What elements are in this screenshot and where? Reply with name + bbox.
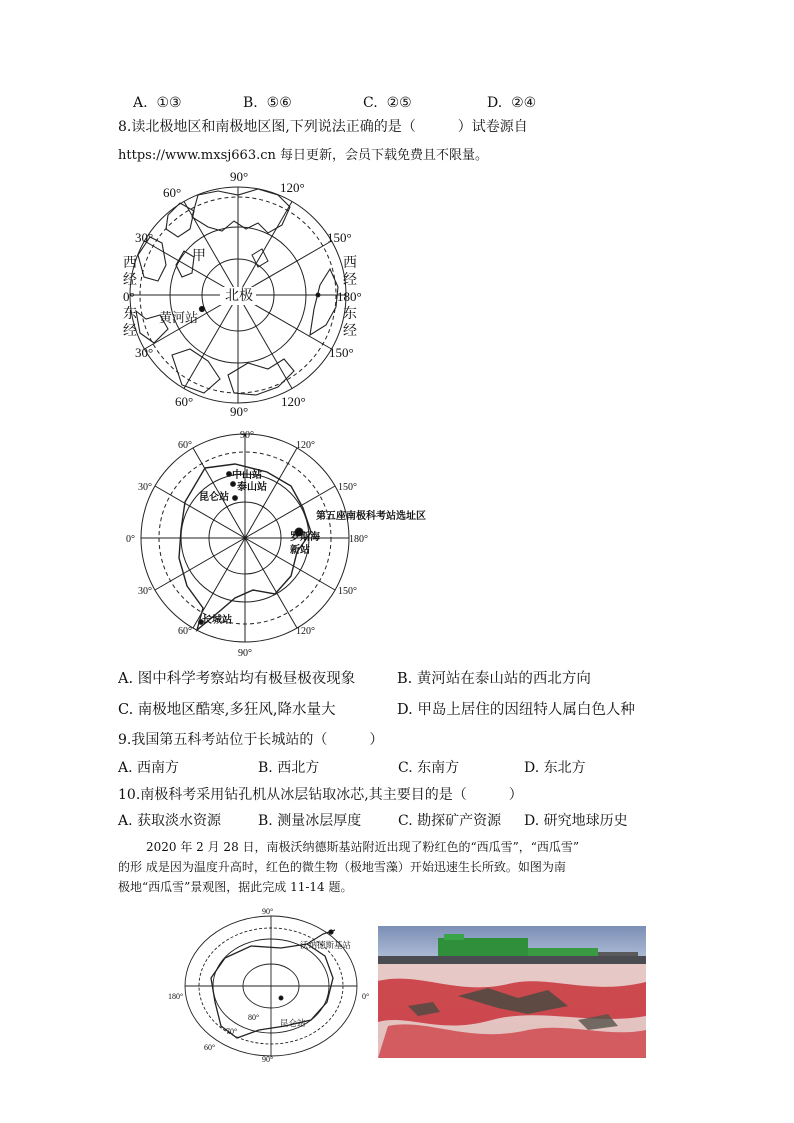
q9-option-b: B. 西北方 <box>258 760 320 776</box>
passage-line-1: 2020 年 2 月 28 日，南极沃纳德斯基站附近出现了粉红色的“西瓜雪”，“西瓜雪” <box>146 840 580 854</box>
ant-lon-left: 0° <box>126 534 135 545</box>
q8-stem: 8.读北极地区和南极地区图,下列说法正确的是（ ）试卷源自 <box>118 119 528 135</box>
arctic-west-left-2: 经 <box>123 273 137 288</box>
taishan-label: 泰山站 <box>237 482 267 493</box>
q9-option-c: C. 东南方 <box>398 760 460 776</box>
arctic-east-right-2: 经 <box>343 324 357 339</box>
changcheng-label: 长城站 <box>202 615 232 626</box>
passage-line-2: 的形 成是因为温度升高时，红色的微生物（极地雪藻）开始迅速生长所致。如图为南 <box>118 860 566 874</box>
arctic-west-left-1: 西 <box>123 256 137 271</box>
arctic-lon-ul: 30° <box>135 230 154 245</box>
arctic-lon-lr: 150° <box>329 345 354 360</box>
arctic-west-right-2: 经 <box>343 273 357 288</box>
map3-lon-right: 0° <box>362 992 370 1001</box>
map3-lon-bottom: 90° <box>262 1055 274 1064</box>
q7-option-b: B. ⑤⑥ <box>243 95 292 111</box>
zhongshan-label: 中山站 <box>232 470 262 481</box>
ant-lon-lr: 150° <box>338 586 357 597</box>
ant-lon-ll: 30° <box>138 586 152 597</box>
source-line: https://www.mxsj663.cn 每日更新，会员下载免费且不限量。 <box>118 148 489 163</box>
q9-option-a: A. 西南方 <box>118 760 180 776</box>
arctic-east-left-2: 经 <box>123 324 137 339</box>
fifth-station-site-label: 第五座南极科考站选址区 <box>316 511 426 522</box>
new-station-label: 新站 <box>290 545 310 556</box>
q9-option-d: D. 东北方 <box>524 760 586 776</box>
q8-option-c: C. 南极地区酷寒,多狂风,降水量大 <box>118 702 336 718</box>
island-jia-label: 甲 <box>192 249 206 264</box>
q10-option-d: D. 研究地球历史 <box>524 813 628 829</box>
arctic-lon-180: 180° <box>337 289 362 304</box>
ant-lon-tl: 60° <box>178 440 192 451</box>
q10-stem: 10.南极科考采用钻孔机从冰层钻取冰芯,其主要目的是（ ） <box>118 787 523 803</box>
map3-lat-60: 60° <box>204 1043 216 1052</box>
arctic-lon-0: 0° <box>123 289 135 304</box>
ant-lon-right: 180° <box>349 534 368 545</box>
ant-lon-ur: 150° <box>338 482 357 493</box>
antarctic-map-small <box>168 904 378 1064</box>
passage-line-3: 极地“西瓜雪”景观图，据此完成 11-14 题。 <box>118 880 353 894</box>
q7-option-d: D. ②④ <box>487 95 537 111</box>
map3-lon-left: 180° <box>168 992 184 1001</box>
q7-option-c: C. ②⑤ <box>363 95 412 111</box>
arctic-east-left-1: 东 <box>123 307 137 322</box>
arctic-lon-br: 120° <box>281 394 306 409</box>
map3-lat-80: 80° <box>248 1013 260 1022</box>
arctic-lon-tl: 60° <box>163 185 182 200</box>
ant-lon-bl: 60° <box>178 626 192 637</box>
ant-lon-ul: 30° <box>138 482 152 493</box>
q10-option-c: C. 勘探矿产资源 <box>398 813 502 829</box>
ant-lon-br: 120° <box>296 626 315 637</box>
q10-option-a: A. 获取淡水资源 <box>118 813 222 829</box>
q10-option-b: B. 测量冰层厚度 <box>258 813 362 829</box>
arctic-map <box>115 168 375 418</box>
map3-lat-70: 70° <box>226 1027 238 1036</box>
huanghe-station-label: 黄河站 <box>159 310 199 325</box>
arctic-lon-bl: 60° <box>175 394 194 409</box>
map3-lon-top: 90° <box>262 907 274 916</box>
kunlun-label: 昆仑站 <box>199 492 229 503</box>
ant-lon-tr: 120° <box>296 440 315 451</box>
q8-option-a: A. 图中科学考察站均有极昼极夜现象 <box>118 671 356 687</box>
north-pole-label: 北极 <box>225 289 253 304</box>
arctic-west-right-1: 西 <box>343 256 357 271</box>
antarctic-map <box>120 428 450 658</box>
vernadsky-label: 沃纳德斯基站 <box>300 940 352 950</box>
arctic-east-right-1: 东 <box>343 307 357 322</box>
watermelon-snow-photo <box>378 926 646 1058</box>
arctic-lon-tr: 120° <box>280 180 305 195</box>
arctic-lon-top: 90° <box>230 169 249 184</box>
q9-stem: 9.我国第五科考站位于长城站的（ ） <box>118 732 384 748</box>
q7-option-a: A. ①③ <box>133 95 182 111</box>
kunlun-label-small: 昆仑站 <box>280 1018 306 1028</box>
q8-option-b: B. 黄河站在泰山站的西北方向 <box>397 671 591 687</box>
arctic-lon-ll: 30° <box>135 345 154 360</box>
q8-option-d: D. 甲岛上居住的因纽特人属白色人种 <box>397 702 635 718</box>
ross-sea-label: 罗斯海 <box>290 532 320 543</box>
arctic-lon-bottom: 90° <box>230 404 249 418</box>
ant-lon-top: 90° <box>240 430 254 441</box>
arctic-lon-ur: 150° <box>327 230 352 245</box>
ant-lon-bottom: 90° <box>238 648 252 658</box>
